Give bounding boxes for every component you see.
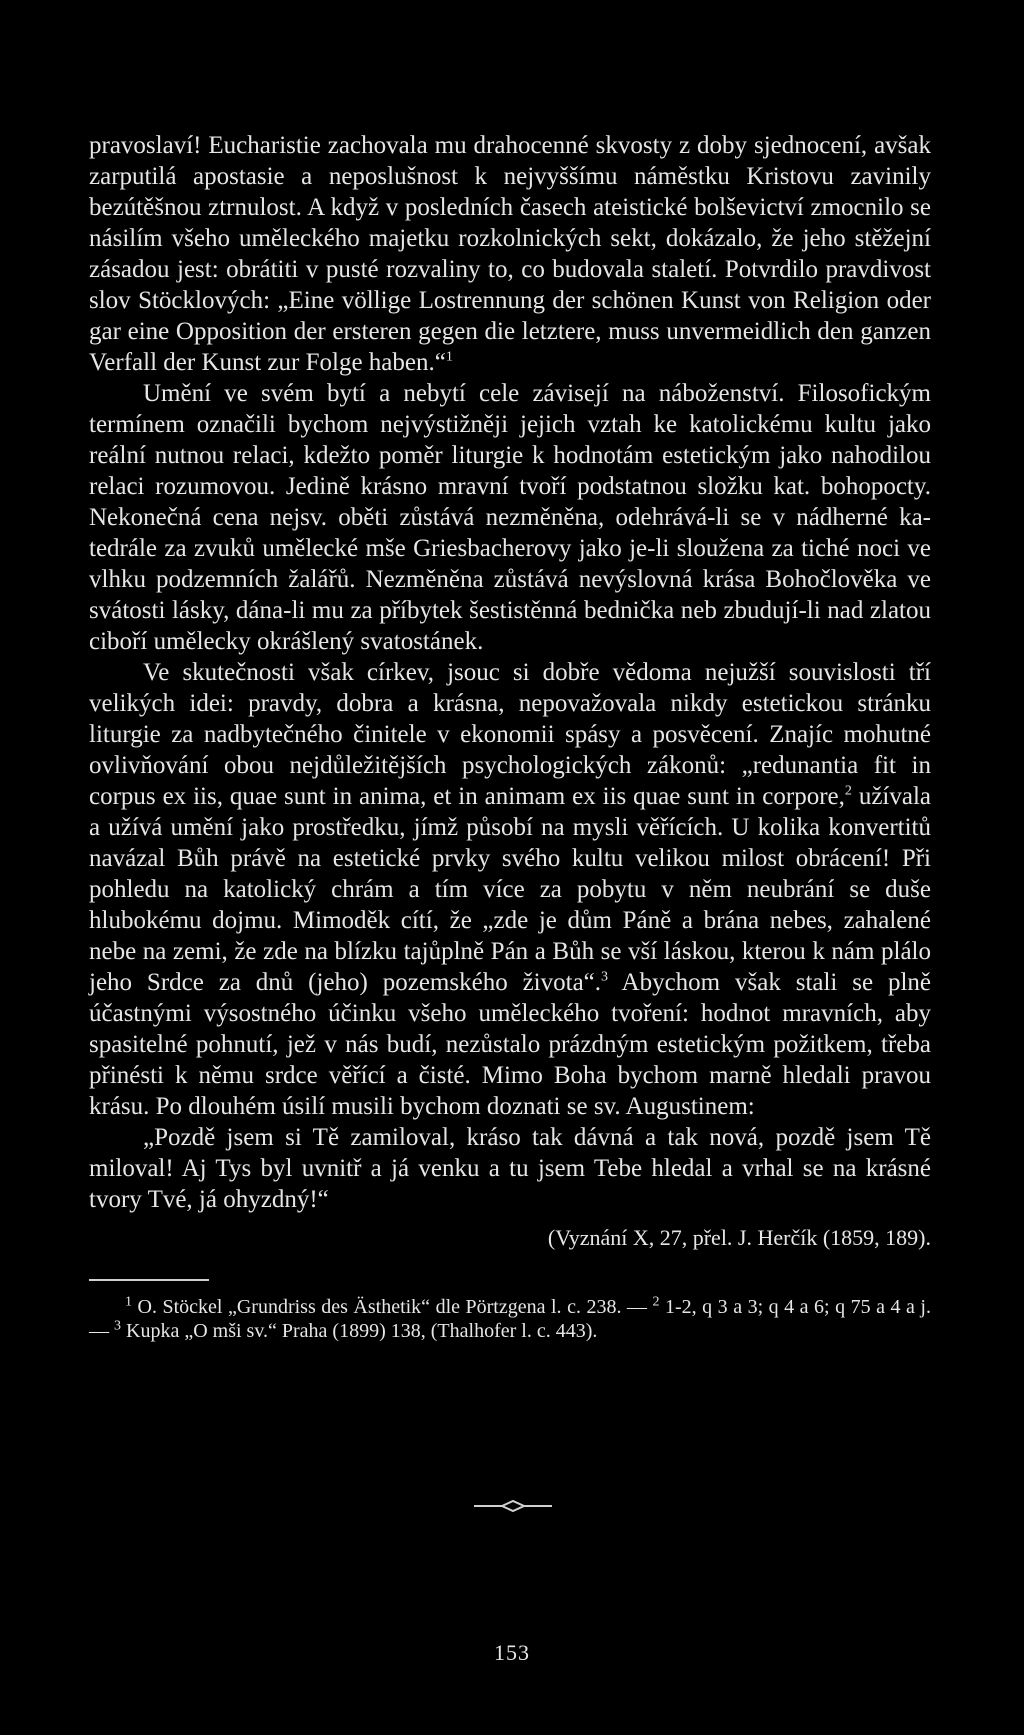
paragraph-3-text-c: Abychom však stali se plně účastnými výsostného účinku všeho uměleckého tvoření: hodnot mravních, aby spasitelné pohnutí, jež v nás budí, nezůstalo prázdným estetickým požitkem, třeba přinésti k němu srdce věřící a čisté. Mimo Boha bychom marně hledali pravou krásu. Po dlouhém úsilí musili bychom doznati se sv. Augustinem: [89,969,931,1120]
footnote-text-1: O. Stöckel „Grundriss des Ästhetik“ dle Pörtzgena l. c. 238. — [132,1296,653,1318]
footnote-divider [89,1279,209,1281]
paragraph-3 [89,657,931,1122]
footnotes [89,1295,931,1343]
paragraph-2 [89,378,931,657]
footnote-number-3: 3 [114,1318,121,1334]
paragraph-3-text-a: Ve skutečnosti však církev, jsouc si dobře vědoma nejužší souvislosti tří velikých idei: pravdy, dobra a krásna, nepovažovala nikdy estetickou stránku liturgie za nadbytečného činitele v ekonomii spásy a posvěcení. Znajíc mohutné ovlivňování obou nejdůležitějších psychologických zákonů: „redunantia fit in corpus ex iis, quae sunt in anima, et in animam ex iis quae sunt in corpore, [89,659,931,810]
paragraph-3-text-b: užívala a užívá umění jako prostředku, jímž působí na mysli věřících. U kolika konvertitů navázal Bůh právě na estetické prvky svého kultu velikou milost obrácení! Při pohledu na katolický chrám a tím více za pobytu v něm neubrání se duše hlubokému dojmu. Mimoděk cítí, že „zde je dům Páně a brána nebes, zahalené nebe na zemi, že zde na blízku tajůplně Pán a Bůh se vší láskou, kterou k nám plálo jeho Srdce za dnů (jeho) pozemského života“. [89,783,932,996]
ornament-divider-icon [474,1497,552,1515]
footnote-ref-3: 3 [601,969,609,985]
paragraph-1 [89,130,931,378]
augustine-quote: „Pozdě jsem si Tě zamiloval, kráso tak dávná a tak nová, pozdě jsem Tě miloval! Aj Tys byl uvnitř a já venku a tu jsem Tebe hledal a vrhal se na krásné tvory Tvé, já ohyzdný!“ [89,1124,931,1213]
page-body [89,130,931,1343]
footnote-ref-2: 2 [844,783,852,799]
page-number: 153 [494,1640,530,1665]
paragraph-1-text: pravoslaví! Eucharistie zachovala mu drahocenné skvosty z doby sjednocení, avšak zarputilá apostasie a neposlušnost k nejvyššímu náměstku Kristovu zavinily bezútěšnou ztrnulost. A když v posledních časech ateistické bolševictví zmocnilo se násilím všeho uměleckého majetku rozkolnických sekt, dokázalo, že jeho stěžejní zásadou jest: obrátiti v pusté rozvaliny to, co budovala staletí. Potvrdilo pravdivost slov Stöcklových: „Eine völlige Lostrennung der schönen Kunst von Religion oder gar eine Opposition der ersteren gegen die letztere, muss unvermeidlich den ganzen Verfall der Kunst zur Folge haben.“ [89,132,931,376]
footnote-number-1: 1 [125,1294,132,1310]
paragraph-2-text: Umění ve svém bytí a nebytí cele závisejí na náboženství. Filosofickým termínem označili bychom nejvýstižněji jejich vztah ke katolickému kultu jako reální nutnou relaci, kdežto poměr liturgie k hodnotám estetickým jako nahodilou relaci rozumovou. Jedině krásno mravní tvoří podstatnou složku kat. bohopocty. Nekonečná cena nejsv. oběti zůstává nezměněna, odehrává-li se v nádherné katedrále za zvuků umělecké mše Griesbacherovy jako je-li sloužena za tiché noci ve vlhku podzemních žalářů. Nezměněna zůstává nevýslovná krása Bohočlověka ve svátosti lásky, dána-li mu za příbytek šestistěnná bednička neb zbudují-li nad zlatou ciboří umělecky okrášlený svatostánek. [89,380,931,655]
footnote-text-2: 1-2, q 3 a 3; q 4 a 6; q 75 a 4 a j. — [89,1296,931,1342]
quote-citation: (Vyznání X, 27, přel. J. Herčík (1859, 189). [547,1225,931,1250]
footnote-text-3: Kupka „O mši sv.“ Praha (1899) 138, (Thalhofer l. c. 443). [121,1320,598,1342]
footnote-number-2: 2 [652,1294,660,1310]
footnote-ref-1: 1 [445,349,453,365]
